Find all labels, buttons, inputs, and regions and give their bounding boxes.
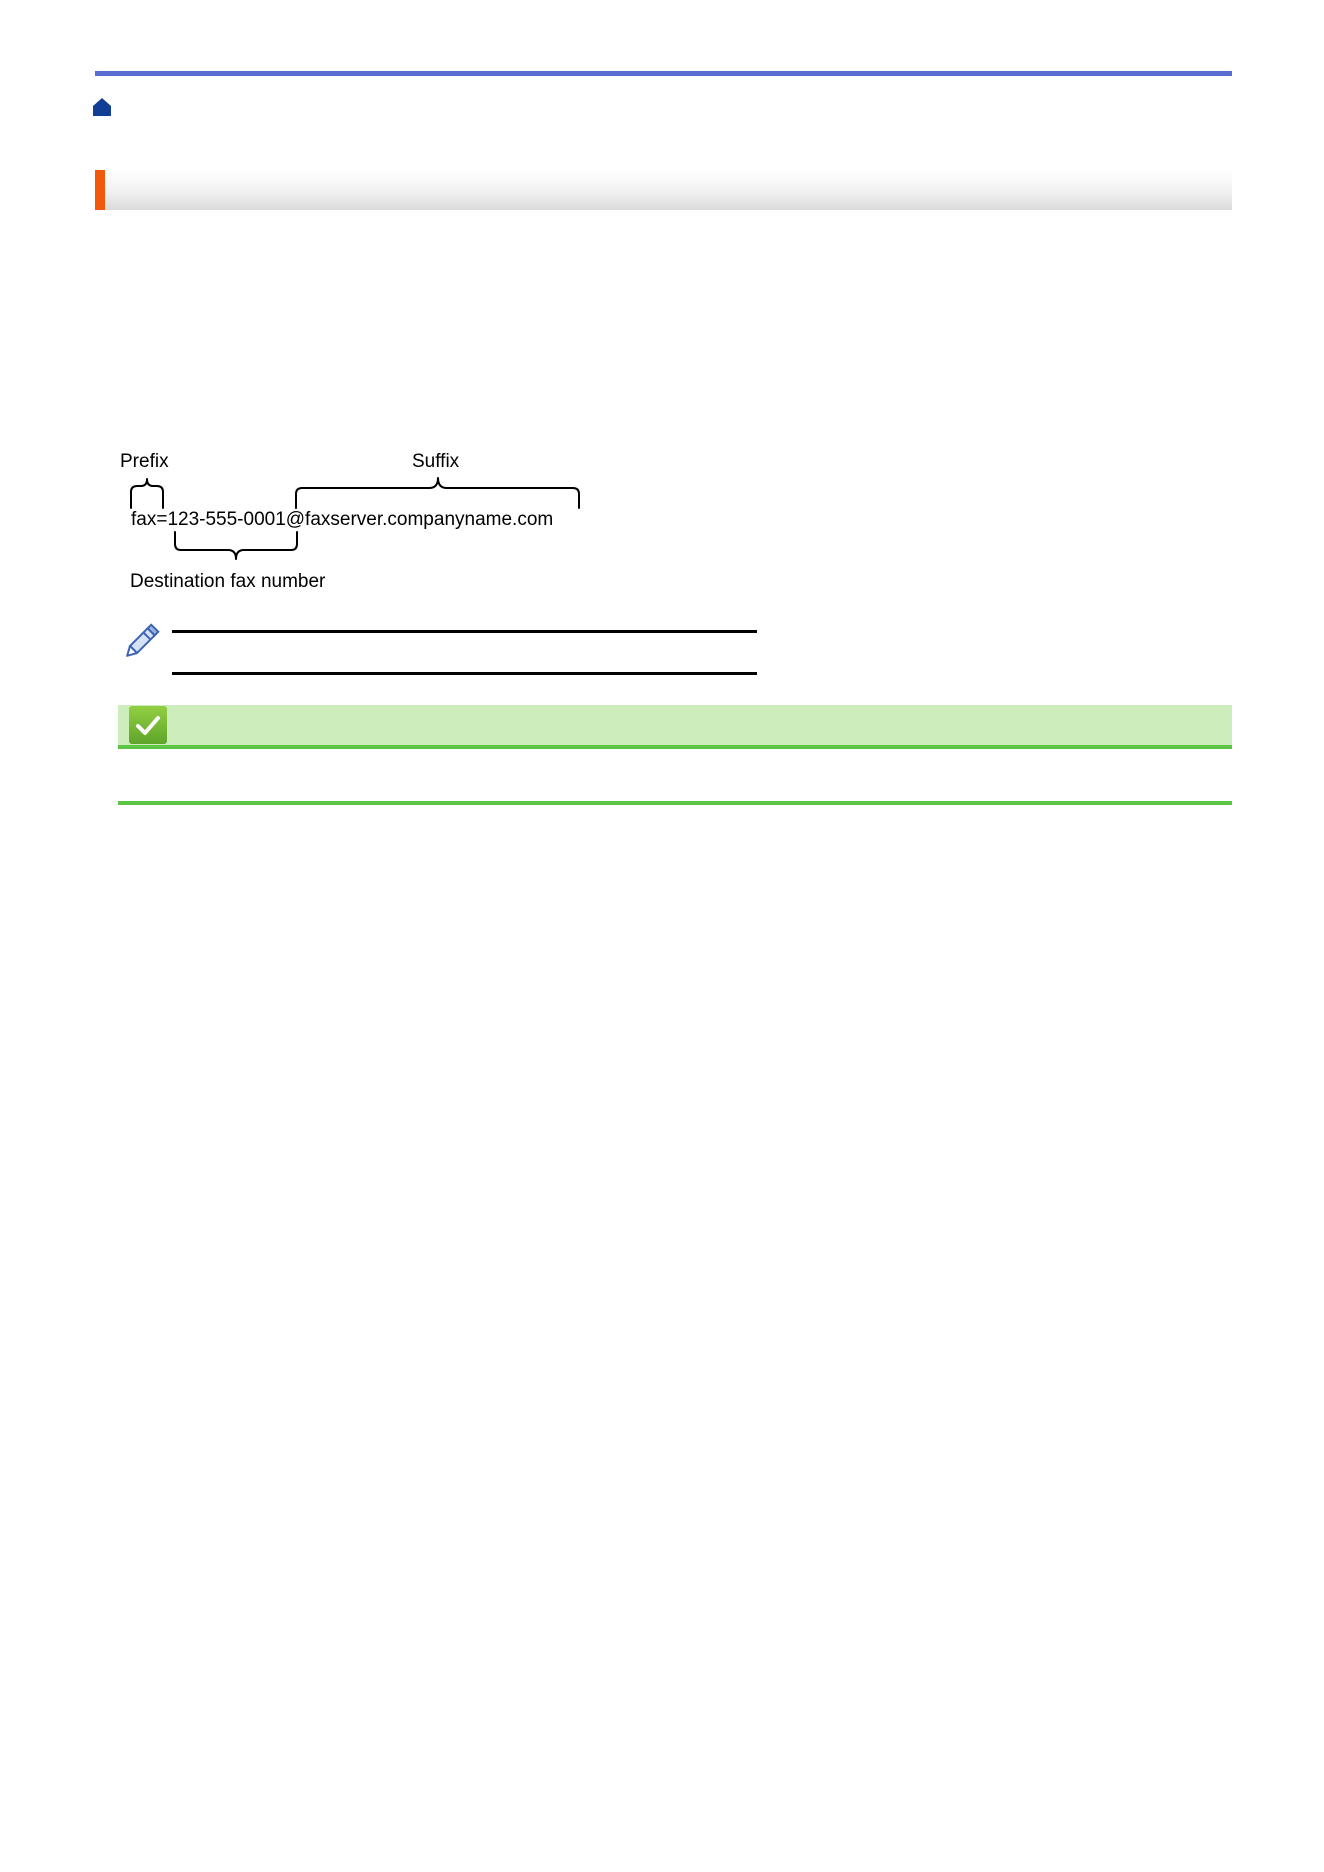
- suffix-brace: [296, 478, 579, 508]
- home-link[interactable]: [92, 97, 112, 117]
- related-information-rule: [118, 745, 1232, 749]
- related-information-bar: [118, 705, 1232, 745]
- note-bottom-rule: [172, 672, 757, 675]
- example-fax-address: fax=123-555-0001@faxserver.companyname.com: [131, 509, 554, 530]
- top-rule: [95, 71, 1232, 76]
- destination-fax-number-label: Destination fax number: [130, 571, 326, 592]
- prefix-brace: [131, 479, 163, 508]
- note-top-rule: [172, 630, 757, 633]
- section-heading-bar: [95, 170, 1232, 210]
- home-icon: [92, 97, 112, 117]
- address-format-diagram: [100, 440, 620, 600]
- suffix-label: Suffix: [412, 451, 460, 472]
- related-information-end-rule: [118, 801, 1232, 805]
- section-heading-accent: [95, 170, 105, 210]
- destination-brace: [175, 532, 297, 559]
- prefix-label: Prefix: [120, 451, 169, 472]
- checkmark-icon: [129, 706, 167, 744]
- pencil-icon: [120, 619, 164, 663]
